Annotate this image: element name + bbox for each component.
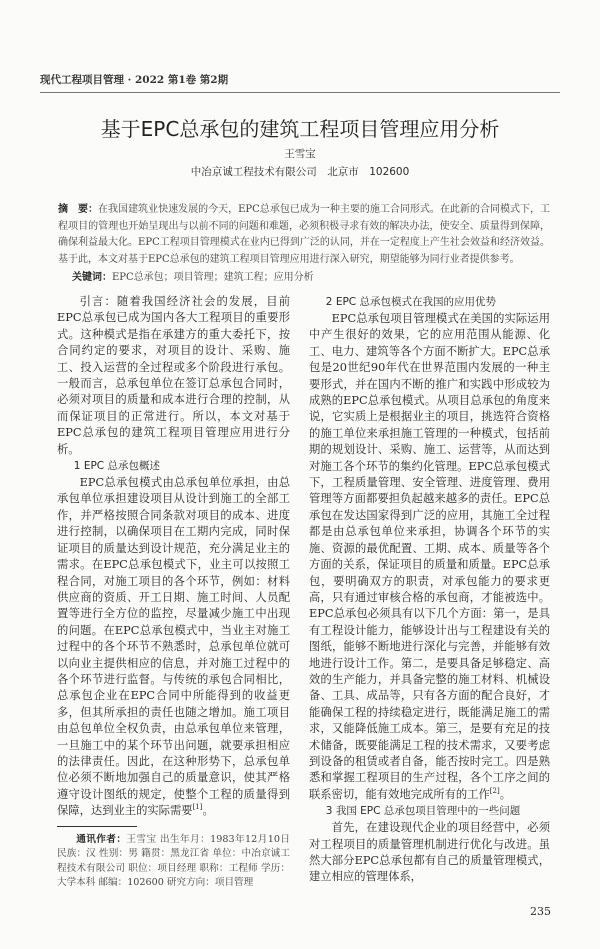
page-number: 235 <box>530 904 551 918</box>
two-column-body <box>57 294 550 891</box>
left-column <box>57 294 290 891</box>
section-1-text: EPC总承包模式由总承包单位承担，由总承包单位承担建设项目从设计到施工的全部工作，并严格按照合同条款对项目的成本、进度进行控制，以确保项目在工期内完成，同时保证项目的质量达到设计规范，充分满足业主的需求。在EPC总承包模式下，业主可以按照工程合同，对施工项目的各个环节，例如：材料供应商的资质、开工日期、施工时间、人员配置等进行全方位的监控，尽量减少施工中出现的问题。在EPC总承包模式中，当业主对施工过程中的各个环节不熟悉时，总承包单位就可以向业主提供相应的信息，并对施工过程中的各个环节进行监督。与传统的承包合同相比，总承包企业在EPC合同中所能得到的收益更多，但其所承担的责任也随之增加。施工项目由总包单位全权负责，由总承包单位来管理，一旦施工中的某个环节出问题，就要承担相应的法律责任。因此，在这种形势下，总承包单位必须不断地加强自己的质量意识，使其严格遵守设计图纸的规定，使整个工程的质量得到保障，达到业主的实际需要 <box>57 476 290 818</box>
keywords-text: EPC总承包；项目管理；建筑工程；应用分析 <box>112 272 314 283</box>
affiliation: 中冶京诚工程技术有限公司 北京市 102600 <box>190 166 410 178</box>
abstract <box>58 202 550 268</box>
section-3-paragraph: 首先，在建设现代企业的项目经营中，必须对工程项目的质量管理机制进行优化与改进。虽然大部分EPC总承包都有自己的质量管理模式，建立相应的管理体系， <box>309 821 550 884</box>
footnote-label: 通讯作者： <box>76 833 127 845</box>
intro-paragraph: 引言：随着我国经济社会的发展，目前EPC总承包已成为国内各大工程项目的重要形式。这种模式是指在承建方的重大委托下，按合同约定的要求，对项目的设计、采购、施工、投入运营的全过程或多个阶段进行承包。一般而言，总承包单位在签订总承包合同时，必须对项目的质量和成本进行合理的控制，从而保证项目的正常进行。所以，本文对基于EPC总承包的建筑工程项目管理应用进行分析。 <box>57 295 290 456</box>
footnote-text: 王雪宝 出生年月：1983年12月10日 民族：汉 性别：男 籍贯：黑龙江省 单位：中冶京诚工程技术有限公司 职位：项目经理 职称：工程师 学历：大学本科 邮编：102600 研究方向：项目管理 <box>57 833 290 889</box>
abstract-label: 摘 要： <box>58 204 99 215</box>
section-heading-2: 2 EPC 总承包模式在我国的应用优势 <box>325 296 496 308</box>
author: 王雪宝 <box>284 148 316 160</box>
keywords-label: 关键词： <box>72 272 112 283</box>
section-heading-1: 1 EPC 总承包概述 <box>73 460 160 473</box>
section-1-paragraph: EPC总承包模式由总承包单位承担，由总承包单位承担建设项目从设计到施工的全部工作，并严格按照合同条款对项目的成本、进度进行控制，以确保项目在工期内完成，同时保证项目的质量达到设计规范，充分满足业主的需求。在EPC总承包模式下，业主可以按照工程合同，对施工项目的各个环节，例如：材料供应商的资质、开工日期、施工时间、人员配置等进行全方位的监控，尽量减少施工中出现的问题。在EPC总承包模式中，当业主对施工过程中的各个环节不熟悉时，总承包单位就可以向业主提供相应的信息，并对施工过程中的各个环节进行监督。与传统的承包合同相比，总承包企业在EPC合同中所能得到的收益更多，但其所承担的责任也随之增加。施工项目由总包单位全权负责，由总承包单位来管理，一旦施工中的某个环节出问题，就要承担相应的法律责任。因此，在这种形势下，总承包单位必须不断地加强自己的质量意识，使其严格遵守设计图纸的规定，使整个工程的质量得到保障，达到业主的实际需要[1]。 <box>57 476 290 818</box>
citation-1[interactable]: [1] <box>192 803 203 812</box>
paper-title: 基于EPC总承包的建筑工程项目管理应用分析 <box>100 117 500 141</box>
section-2-paragraph: EPC总承包项目管理模式在美国的实际运用中产生很好的效果，它的应用范围从能源、化工、电力、建筑等各个方面不断扩大。EPC总承包是20世纪90年代在世界范围内发展的一种主要形式，并在国内不断的推广和实践中形成较为成熟的EPC总承包模式。从项目总承包的角度来说，它实质上是根据业主的项目，挑选符合资格的施工单位来承担施工管理的一种模式，包括前期的规划设计、采购、施工、运营等，从而达到对施工各个环节的集约化管理。EPC总承包模式下，工程质量管理、安全管理、进度管理、费用管理等方面都要担负起越来越多的责任。EPC总承包在发达国家得到广泛的应用，其施工全过程都是由总承包单位来承担，协调各个环节的实施、资源的最优配置、工期、成本、质量等各个方面的关系，保证项目的质量和质量。EPC总承包，要明确双方的职责，对承包能力的要求更高，只有通过审核合格的承包商，才能被选中。EPC总承包必须具有以下几个方面：第一，是具有工程设计能力，能够设计出与工程建设有关的图纸，能够不断地进行深化与完善，并能够有效地进行设计工作。第二，是要具备足够稳定、高效的生产能力，并具备完整的施工材料、机械设备、工具、成品等，只有各方面的配合良好，才能确保工程的持续稳定进行，既能满足施工的需求，又能降低施工成本。第三，是要有充足的技术储备，既要能满足工程的技术需求，又要考虑到设备的租赁或者自备，能否按时完工。四是熟悉和掌握工程项目的生产过程，各个工序之间的联系密切，能有效地完成所有的工作[2]。 <box>309 312 550 801</box>
footnote <box>57 833 290 891</box>
citation-2[interactable]: [2] <box>489 787 500 796</box>
journal-header: 现代工程项目管理 · 2022 第1卷 第2期 <box>40 74 229 86</box>
section-2-text: EPC总承包项目管理模式在美国的实际运用中产生很好的效果，它的应用范围从能源、化工、电力、建筑等各个方面不断扩大。EPC总承包是20世纪90年代在世界范围内发展的一种主要形式，并在国内不断的推广和实践中形成较为成熟的EPC总承包模式。从项目总承包的角度来说，它实质上是根据业主的项目，挑选符合资格的施工单位来承担施工管理的一种模式，包括前期的规划设计、采购、施工、运营等，从而达到对施工各个环节的集约化管理。EPC总承包模式下，工程质量管理、安全管理、进度管理、费用管理等方面都要担负起越来越多的责任。EPC总承包在发达国家得到广泛的应用，其施工全过程都是由总承包单位来承担，协调各个环节的实施、资源的最优配置、工期、成本、质量等各个方面的关系，保证项目的质量和质量。EPC总承包，要明确双方的职责，对承包能力的要求更高，只有通过审核合格的承包商，才能被选中。EPC总承包必须具有以下几个方面：第一，是具有工程设计能力，能够设计出与工程建设有关的图纸，能够不断地进行深化与完善，并能够有效地进行设计工作。第二，是要具备足够稳定、高效的生产能力，并具备完整的施工材料、机械设备、工具、成品等，只有各方面的配合良好，才能确保工程的持续稳定进行，既能满足施工的需求，又能降低施工成本。第三，是要有充足的技术储备，既要能满足工程的技术需求，又要考虑到设备的租赁或者自备，能否按时完工。四是熟悉和掌握工程项目的生产过程，各个工序之间的联系密切，能有效地完成所有的工作 <box>309 312 550 801</box>
section-heading-3: 3 我国 EPC 总承包项目管理中的一些问题 <box>325 805 521 818</box>
right-column <box>309 294 550 886</box>
abstract-text: 在我国建筑业快速发展的今天，EPC总承包已成为一种主要的施工合同形式。在此新的合同模式下，工程项目的管理也开始呈现出与以前不同的问题和难题，必须积极寻求有效的解决办法，使安全、质量得到保障，确保利益最大化。EPC工程项目管理模式在业内已得到广泛的认同，并在一定程度上产生社会效益和经济效益。基于此，本文对基于EPC总承包的建筑工程项目管理应用进行深入研究，期望能够为同行业者提供参考。 <box>58 204 550 265</box>
keywords <box>72 270 550 286</box>
footnote-rule <box>57 826 137 827</box>
